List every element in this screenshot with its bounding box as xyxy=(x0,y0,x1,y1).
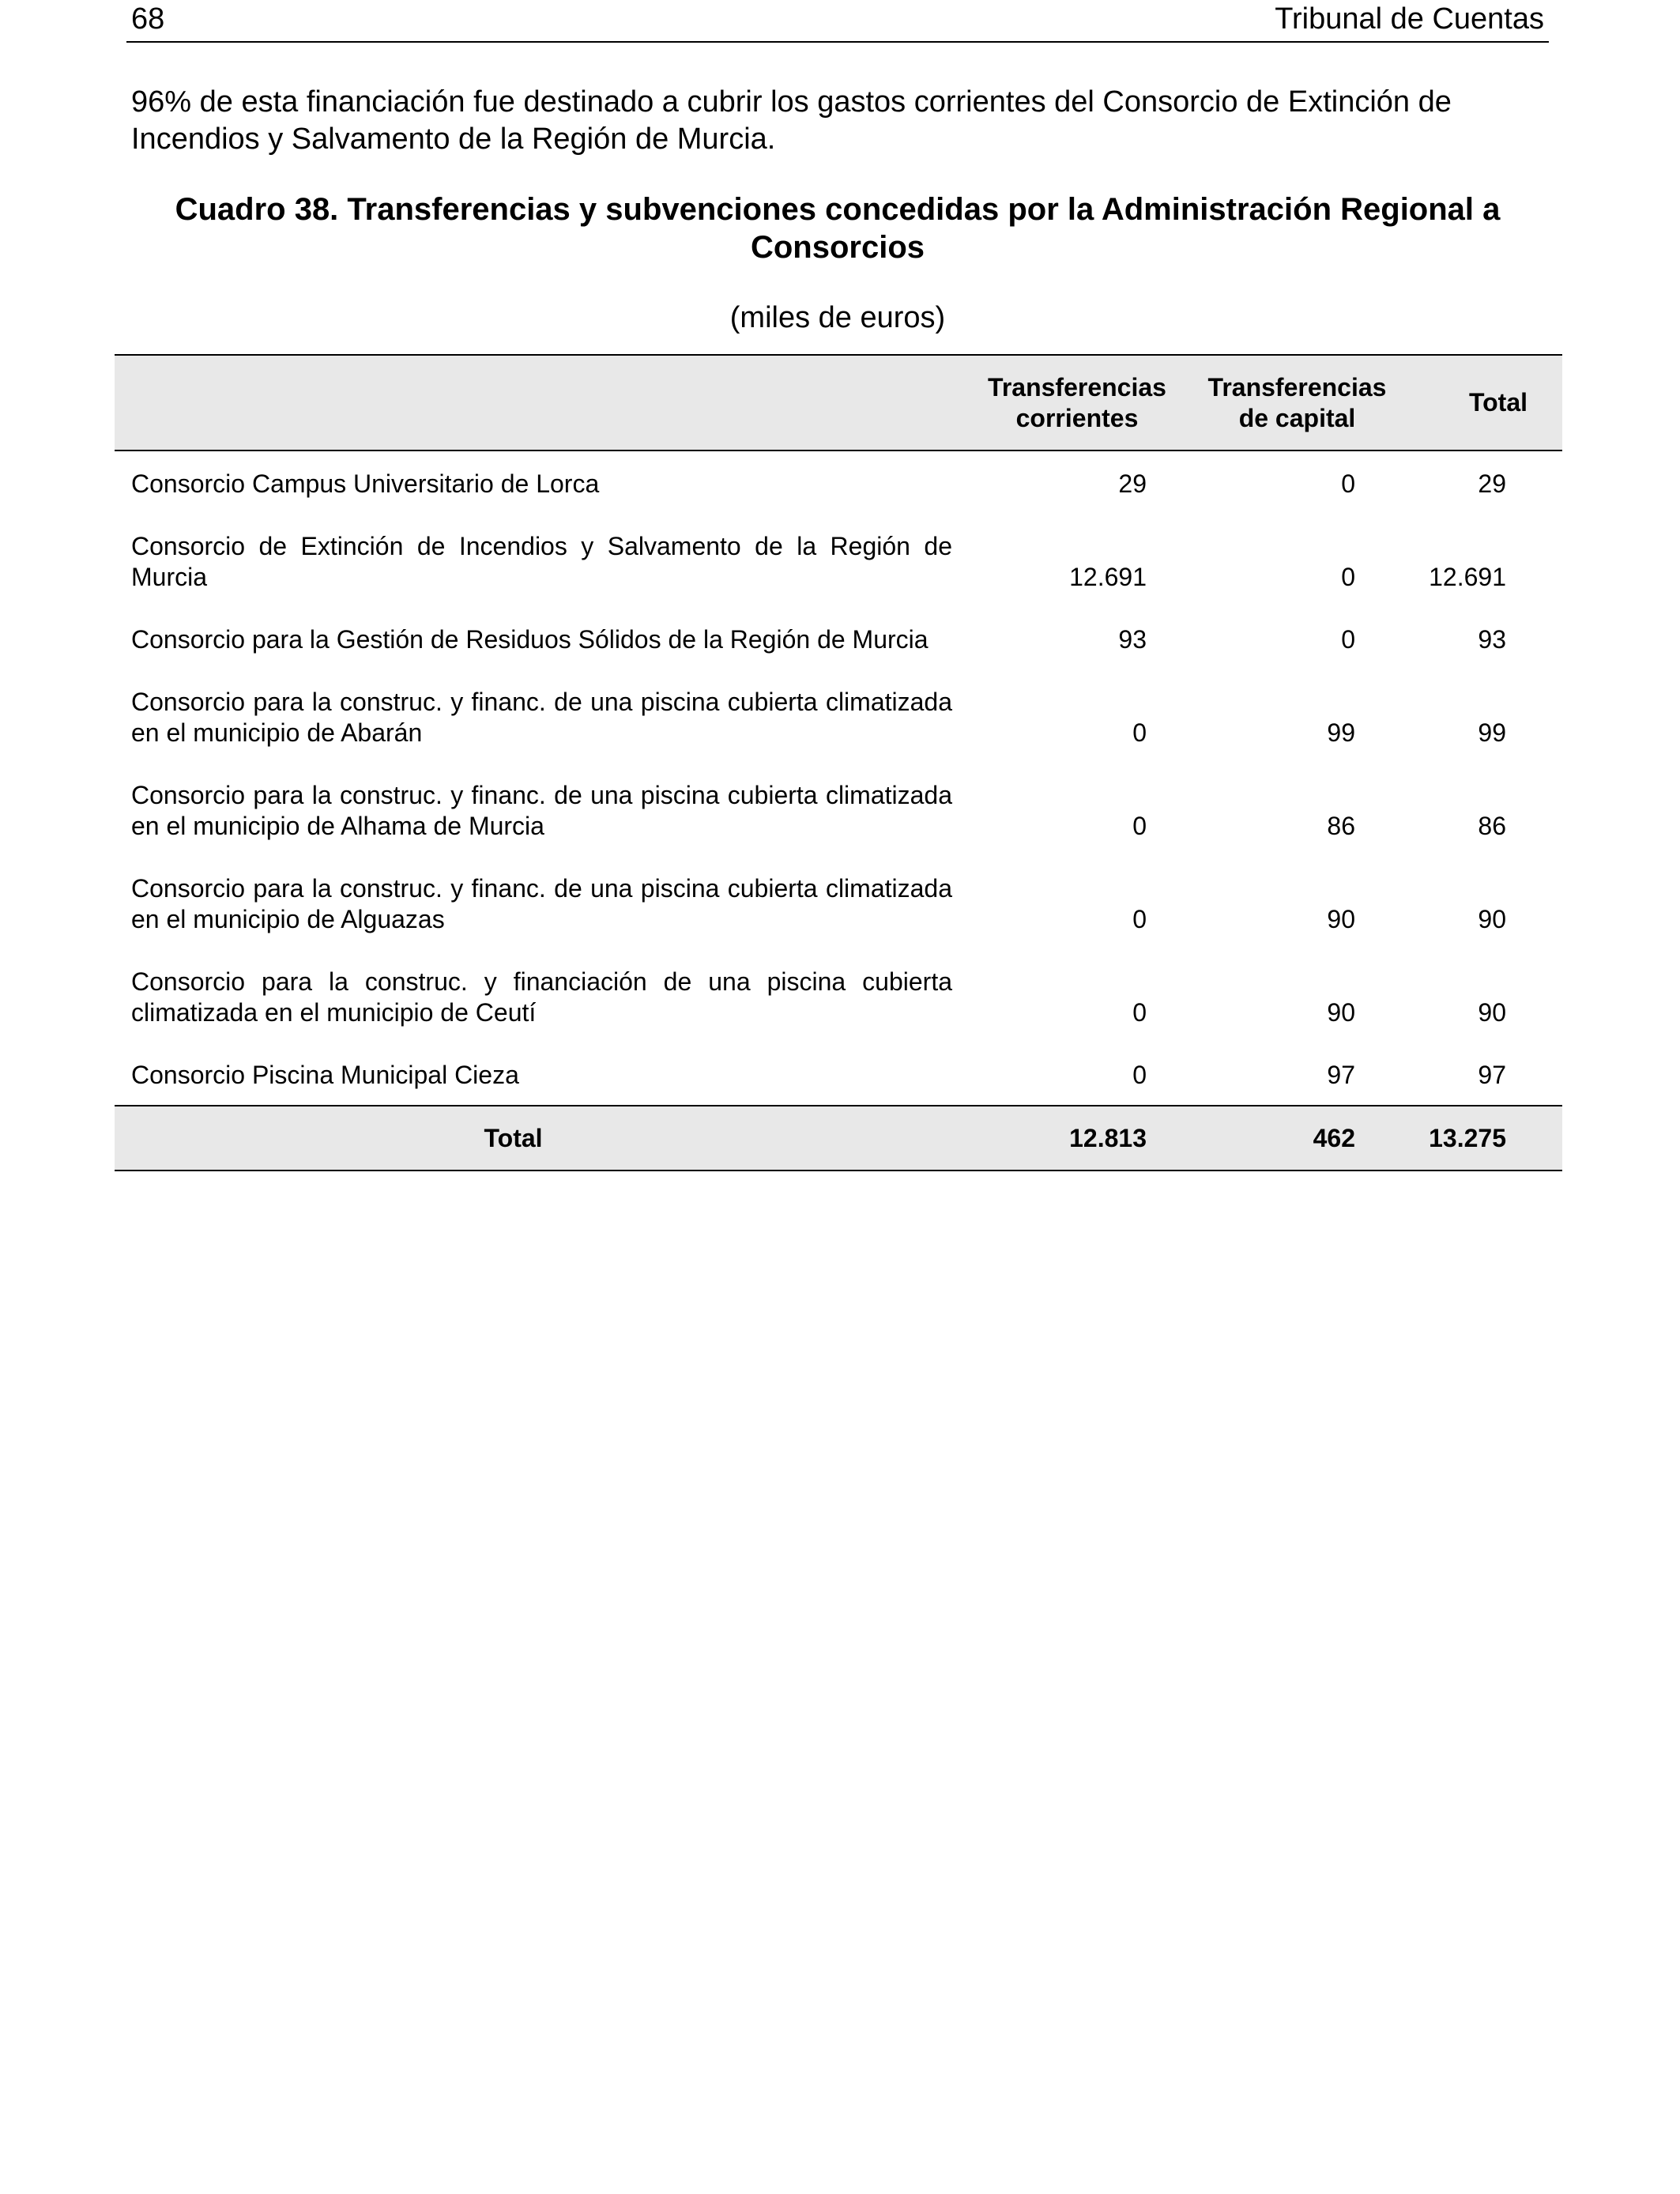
table-row xyxy=(115,655,1562,748)
total-capital: 462 xyxy=(1188,1106,1407,1171)
row-capital: 97 xyxy=(1327,1061,1355,1089)
row-name: Consorcio para la construc. y financ. de una piscina cubierta climatizada en el municipio de Abarán xyxy=(131,688,952,747)
row-capital: 90 xyxy=(1327,905,1355,933)
column-header-corrientes: Transferencias corrientes xyxy=(966,355,1188,450)
row-capital: 0 xyxy=(1341,625,1355,654)
row-capital: 86 xyxy=(1327,812,1355,840)
total-total: 13.275 xyxy=(1407,1106,1562,1171)
row-capital: 90 xyxy=(1327,998,1355,1027)
row-total: 90 xyxy=(1478,905,1506,933)
table-row xyxy=(115,1028,1562,1106)
row-total: 97 xyxy=(1478,1061,1506,1089)
row-corrientes: 0 xyxy=(1132,998,1147,1027)
table-row xyxy=(115,935,1562,1028)
column-header-total: Total xyxy=(1407,355,1562,450)
row-corrientes: 0 xyxy=(1132,1061,1147,1089)
consorcios-table xyxy=(115,354,1562,1171)
table-total-row xyxy=(115,1106,1562,1171)
row-corrientes: 93 xyxy=(1118,625,1147,654)
column-header-capital: Transferencias de capital xyxy=(1188,355,1407,450)
page-header xyxy=(126,0,1549,43)
row-capital: 0 xyxy=(1341,469,1355,498)
table-row xyxy=(115,593,1562,655)
row-total: 86 xyxy=(1478,812,1506,840)
table-row xyxy=(115,450,1562,499)
row-corrientes: 0 xyxy=(1132,718,1147,747)
row-capital: 0 xyxy=(1341,563,1355,591)
row-total: 93 xyxy=(1478,625,1506,654)
table-subtitle: (miles de euros) xyxy=(729,301,946,334)
column-header-name xyxy=(115,355,966,450)
intro-paragraph: 96% de esta financiación fue destinado a cubrir los gastos corrientes del Consorcio de Extinción de Incendios y Salvamento de la Región de Murcia. xyxy=(131,85,1452,156)
page-number: 68 xyxy=(131,2,165,36)
table-row xyxy=(115,842,1562,935)
row-total: 90 xyxy=(1478,998,1506,1027)
row-corrientes: 29 xyxy=(1118,469,1147,498)
row-capital: 99 xyxy=(1327,718,1355,747)
row-corrientes: 0 xyxy=(1132,812,1147,840)
total-label: Total xyxy=(115,1106,966,1171)
row-name: Consorcio para la construc. y financ. de una piscina cubierta climatizada en el municipio de Alhama de Murcia xyxy=(131,781,952,840)
total-corrientes: 12.813 xyxy=(966,1106,1188,1171)
table-row xyxy=(115,499,1562,593)
row-corrientes: 0 xyxy=(1132,905,1147,933)
table-title: Cuadro 38. Transferencias y subvenciones concedidas por la Administración Regional a Consorcios xyxy=(175,192,1501,265)
row-total: 12.691 xyxy=(1429,563,1506,591)
row-name: Consorcio para la Gestión de Residuos Sólidos de la Región de Murcia xyxy=(131,625,929,654)
table-row xyxy=(115,748,1562,842)
row-name: Consorcio para la construc. y financ. de una piscina cubierta climatizada en el municipio de Alguazas xyxy=(131,874,952,933)
row-name: Consorcio Piscina Municipal Cieza xyxy=(131,1061,519,1089)
row-name: Consorcio para la construc. y financiación de una piscina cubierta climatizada en el municipio de Ceutí xyxy=(131,967,952,1027)
row-name: Consorcio de Extinción de Incendios y Salvamento de la Región de Murcia xyxy=(131,532,952,591)
row-total: 29 xyxy=(1478,469,1506,498)
row-total: 99 xyxy=(1478,718,1506,747)
table-header-row xyxy=(115,355,1562,450)
row-corrientes: 12.691 xyxy=(1069,563,1147,591)
running-title: Tribunal de Cuentas xyxy=(1275,2,1544,36)
row-name: Consorcio Campus Universitario de Lorca xyxy=(131,469,600,498)
